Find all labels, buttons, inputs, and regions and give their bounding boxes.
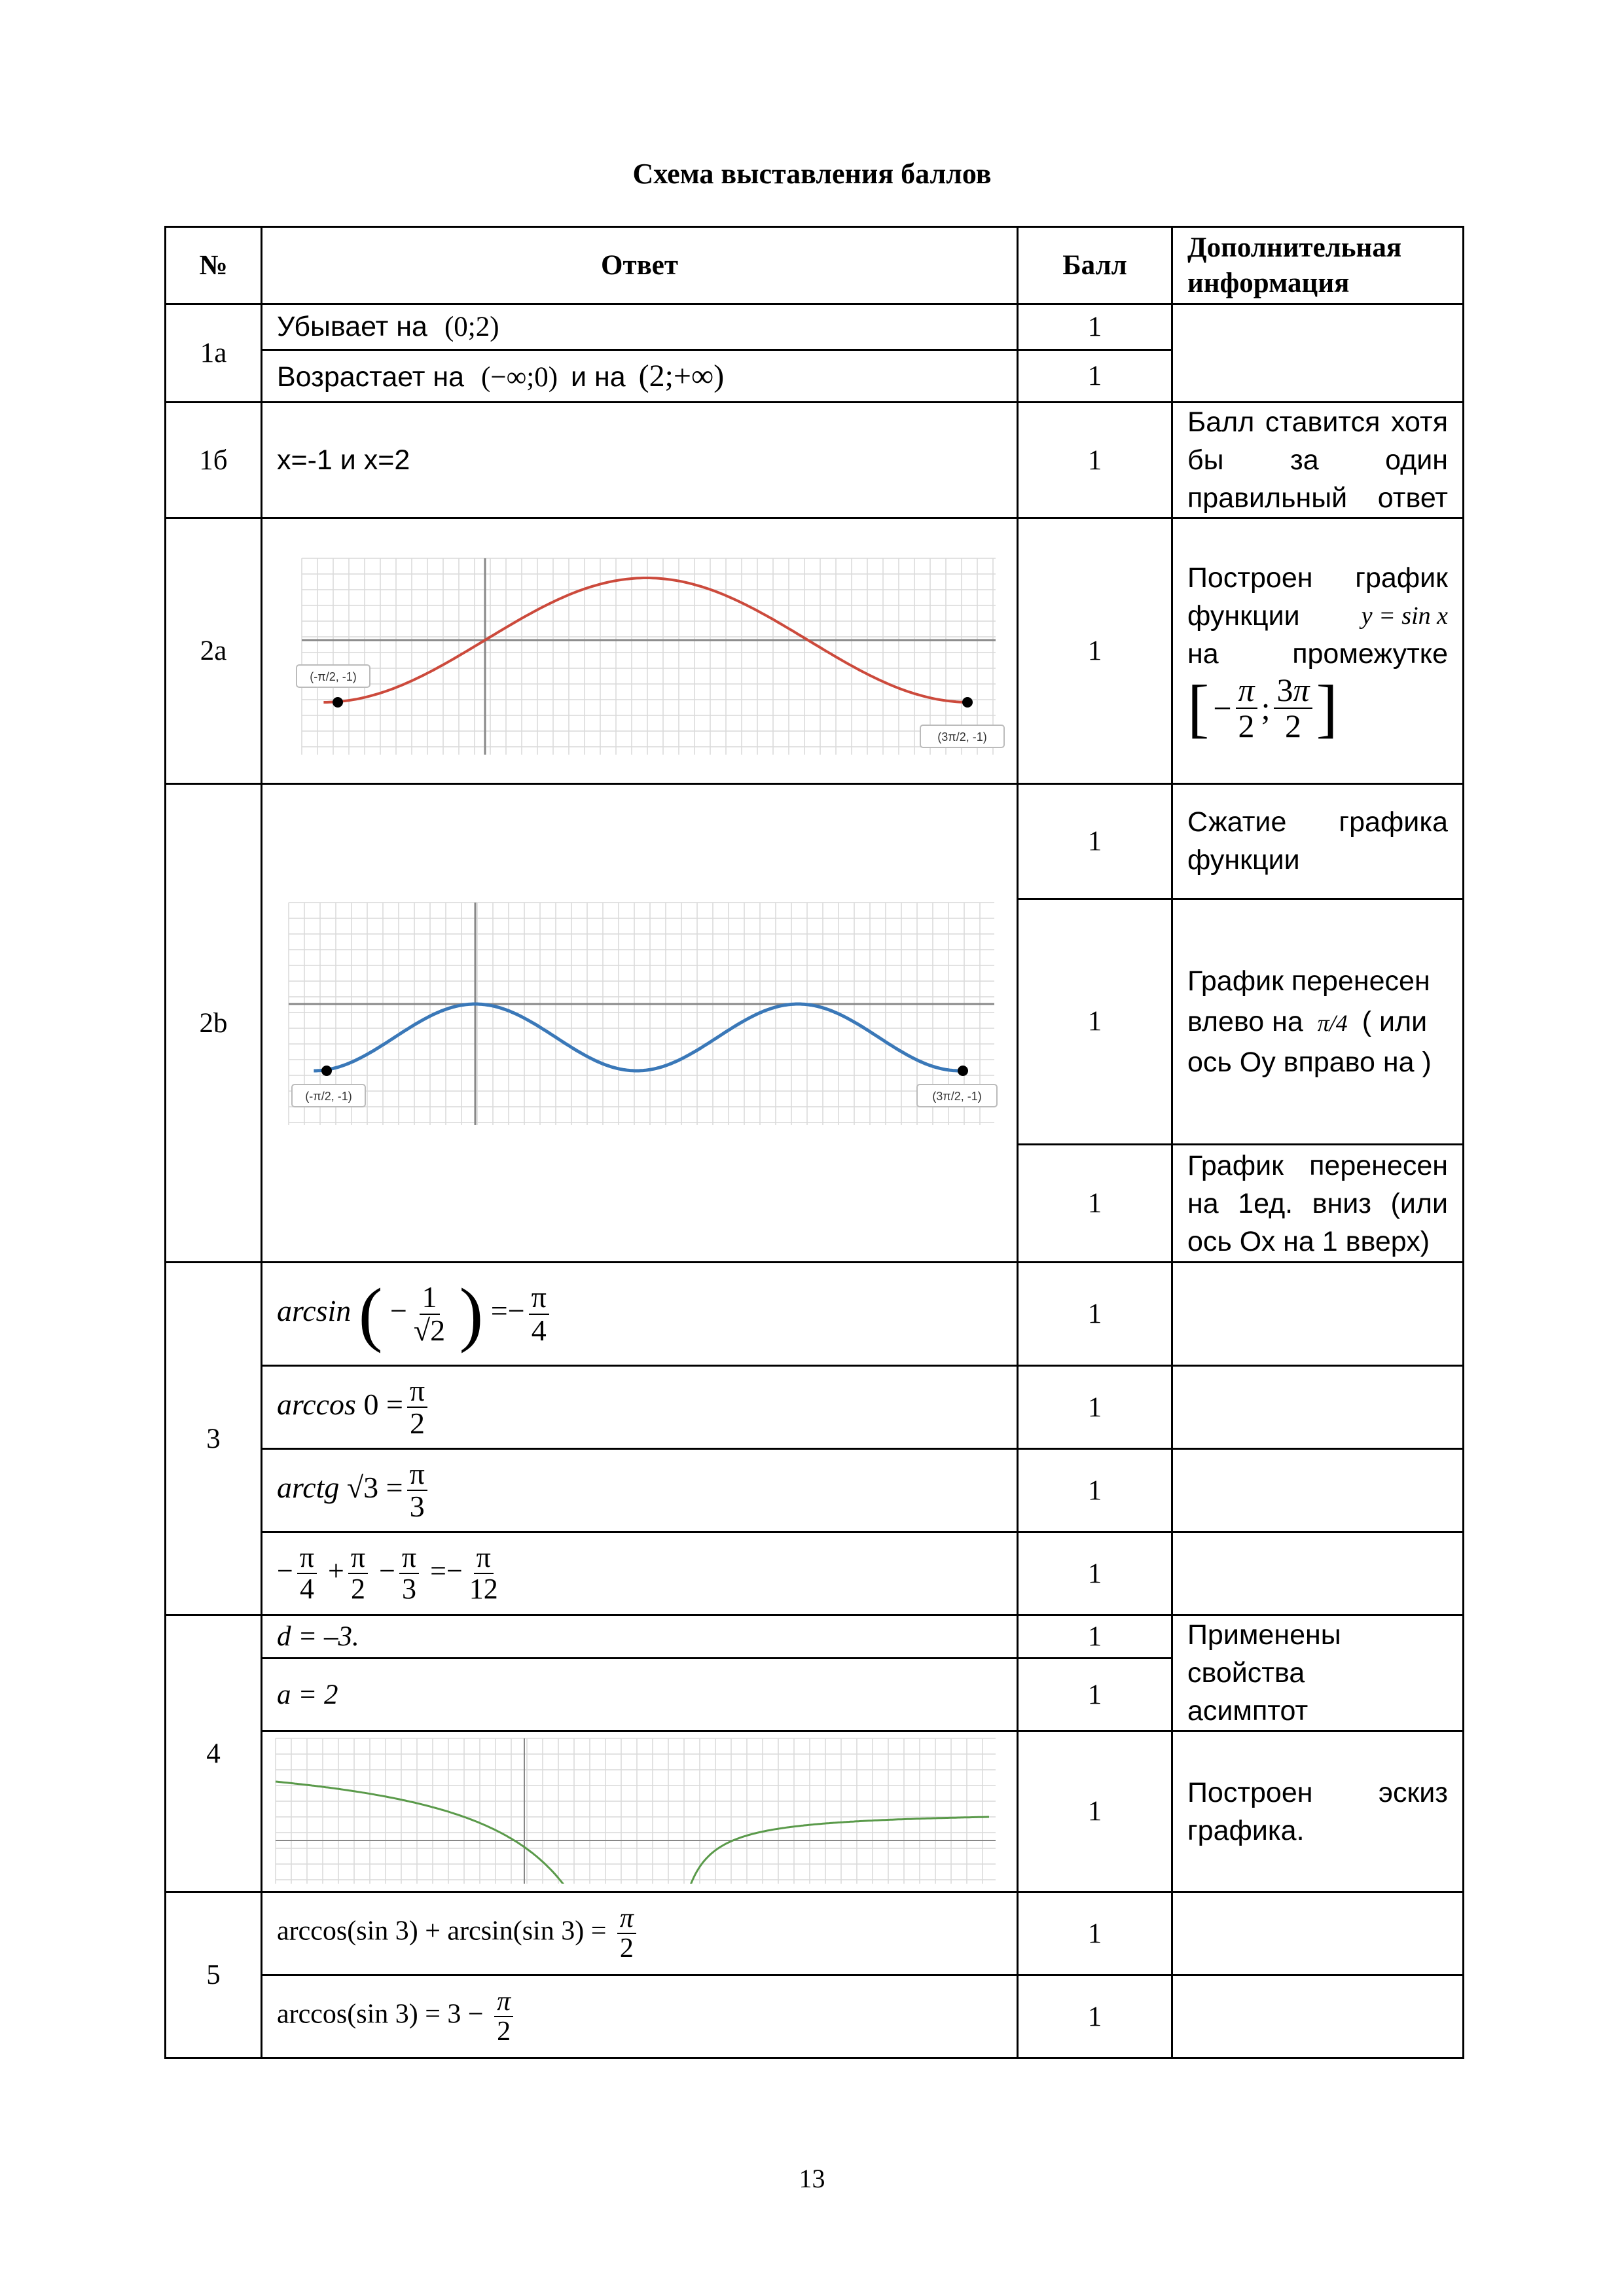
row-num-3: 3 bbox=[166, 1263, 262, 1615]
hyperbola-branch-right bbox=[681, 1817, 989, 1884]
fraction-num: π bbox=[494, 1987, 513, 2017]
graph-compressed-sin bbox=[262, 785, 1017, 1254]
ball-cell: 1 bbox=[1018, 899, 1172, 1145]
fraction bbox=[494, 1987, 513, 2046]
compressed-curve bbox=[314, 1004, 959, 1071]
fraction-num: π bbox=[617, 1904, 636, 1934]
math-expr: arccos(sin 3) = 3 − bbox=[277, 1999, 484, 2030]
interval-math: (2;+∞) bbox=[638, 359, 725, 393]
table-row bbox=[166, 518, 1464, 784]
endpoint-left bbox=[333, 697, 343, 708]
bracket: [ bbox=[1187, 671, 1210, 744]
table-row bbox=[166, 1449, 1464, 1532]
answer-1a-decreasing bbox=[262, 304, 1018, 350]
fraction bbox=[1315, 1011, 1350, 1036]
graph-cell-4 bbox=[262, 1731, 1018, 1892]
info-2a bbox=[1172, 518, 1464, 784]
ball-cell: 1 bbox=[1018, 1366, 1172, 1449]
page-title: Схема выставления баллов bbox=[632, 158, 992, 190]
ball-cell: 1 bbox=[1018, 403, 1172, 518]
info-text: Сжатие графика функции bbox=[1187, 806, 1448, 876]
math-func: arcsin bbox=[277, 1294, 352, 1328]
header-info: Дополнительная информация bbox=[1172, 227, 1464, 304]
table-row bbox=[166, 1892, 1464, 1975]
fraction bbox=[407, 1458, 427, 1523]
row-num-1a: 1a bbox=[166, 304, 262, 403]
interval-math: (0;2) bbox=[444, 312, 499, 342]
fraction bbox=[411, 1282, 448, 1346]
page-number: 13 bbox=[799, 2164, 825, 2193]
math-func: arccos bbox=[277, 1387, 356, 1421]
fraction-num: π bbox=[348, 1543, 368, 1574]
math-arg: √3 bbox=[346, 1470, 379, 1504]
scoring-table bbox=[164, 226, 1464, 2059]
ball-cell: 1 bbox=[1018, 304, 1172, 350]
info-text: ( или ось Оу вправо на bbox=[1187, 1005, 1428, 1078]
fraction-num: π bbox=[297, 1543, 317, 1574]
info-cell-empty bbox=[1172, 1975, 1464, 2058]
answer-text: Убывает на bbox=[277, 311, 427, 342]
fraction-den: 12 bbox=[469, 1573, 498, 1605]
row-num-4: 4 bbox=[166, 1615, 262, 1892]
fraction-den: 2 bbox=[619, 1933, 634, 1964]
fraction bbox=[467, 1543, 501, 1604]
info-cell-empty bbox=[1172, 1532, 1464, 1615]
info-cell-empty bbox=[1172, 304, 1464, 403]
fraction-den: 4 bbox=[531, 1313, 547, 1347]
fraction bbox=[348, 1543, 368, 1604]
fraction-num: 1 bbox=[420, 1282, 440, 1314]
header-ball: Балл bbox=[1018, 227, 1172, 304]
table-row bbox=[166, 1366, 1464, 1449]
ball-cell: 1 bbox=[1018, 1892, 1172, 1975]
math-expr: arccos(sin 3) + arcsin(sin 3) = bbox=[277, 1916, 607, 1946]
fraction-den: √2 bbox=[413, 1313, 446, 1347]
fraction-den: 2 bbox=[497, 2017, 511, 2047]
row-num-2b: 2b bbox=[166, 784, 262, 1263]
table-header-row bbox=[166, 227, 1464, 304]
ball-cell: 1 bbox=[1018, 1731, 1172, 1892]
table-row bbox=[166, 1263, 1464, 1366]
answer-3-1: arcsin ( − $\frac{1}{√2}$ ) =− $\frac{\pi}{4}$ bbox=[262, 1263, 1018, 1366]
table-row bbox=[166, 304, 1464, 350]
answer-4-1: d = –3. bbox=[262, 1615, 1018, 1659]
paren: ) bbox=[459, 1274, 484, 1354]
fraction-den: 3 bbox=[409, 1490, 425, 1523]
info-text: ) bbox=[1422, 1046, 1432, 1078]
fraction-num: π bbox=[407, 1375, 427, 1408]
graph-grid bbox=[289, 903, 994, 1125]
table-row bbox=[166, 1615, 1464, 1659]
graph-grid bbox=[302, 558, 996, 755]
ball-cell: 1 bbox=[1018, 1145, 1172, 1263]
paren: ( bbox=[358, 1274, 383, 1354]
answer-3-3: arctg √3 = $\frac{\pi}{3}$ bbox=[262, 1449, 1018, 1532]
ball-cell: 1 bbox=[1018, 1659, 1172, 1731]
info-4-b: Построен эскиз графика. bbox=[1172, 1731, 1464, 1892]
answer-1b: x=-1 и x=2 bbox=[262, 403, 1018, 518]
answer-text: Возрастает на bbox=[277, 361, 465, 393]
info-cell-empty bbox=[1172, 1263, 1464, 1366]
math-func: arctg bbox=[277, 1470, 340, 1504]
fraction bbox=[529, 1282, 549, 1346]
row-num-5: 5 bbox=[166, 1892, 262, 2058]
table-row bbox=[166, 403, 1464, 518]
graph-hyperbola bbox=[262, 1732, 1017, 1884]
fraction-den: 2 bbox=[350, 1573, 365, 1605]
info-2b-3: График перенесен на 1ед. вниз (или ось Ох на 1 вверх) bbox=[1172, 1145, 1464, 1263]
ball-cell: 1 bbox=[1018, 350, 1172, 403]
point-label-left: (-π/2, -1) bbox=[305, 1090, 352, 1103]
endpoint-right bbox=[958, 1066, 968, 1076]
info-cell-empty bbox=[1172, 1449, 1464, 1532]
table-row bbox=[166, 1731, 1464, 1892]
ball-cell: 1 bbox=[1018, 1532, 1172, 1615]
fraction: $\frac{3\pi}{2}$ bbox=[1274, 673, 1312, 743]
fraction bbox=[297, 1543, 317, 1604]
info-text: График перенесен влево на bbox=[1187, 965, 1430, 1037]
endpoint-left bbox=[321, 1066, 332, 1076]
fraction bbox=[399, 1543, 419, 1604]
info-2b-1 bbox=[1172, 784, 1464, 899]
table-row bbox=[166, 784, 1464, 899]
answer-3-2: arccos 0 = $\frac{\pi}{2}$ bbox=[262, 1366, 1018, 1449]
fraction-num: π bbox=[474, 1543, 494, 1574]
fraction-num: π bbox=[399, 1543, 419, 1574]
point-label-left: (-π/2, -1) bbox=[310, 670, 357, 683]
math-arg: 0 bbox=[363, 1387, 379, 1421]
info-cell-empty bbox=[1172, 1366, 1464, 1449]
endpoint-right bbox=[962, 697, 973, 708]
fraction-den: 2 bbox=[410, 1407, 425, 1440]
info-4-a: Применены свойства асимптот bbox=[1172, 1615, 1464, 1731]
header-answer: Ответ bbox=[262, 227, 1018, 304]
graph-grid bbox=[276, 1738, 996, 1884]
graph-cell-2a bbox=[262, 518, 1018, 784]
info-line: Построен график bbox=[1187, 562, 1448, 594]
point-label-right: (3π/2, -1) bbox=[937, 730, 987, 744]
info-line bbox=[1187, 597, 1448, 635]
info-2b-2 bbox=[1172, 899, 1464, 1145]
info-interval: [ − $\frac{\pi}{2}$ ; $\frac{3\pi}{2}$ ] bbox=[1187, 671, 1338, 744]
answer-4-2: a = 2 bbox=[262, 1659, 1018, 1731]
fraction-num: π bbox=[529, 1282, 549, 1314]
ball-cell: 1 bbox=[1018, 784, 1172, 899]
info-1b: Балл ставится хотя бы за один правильный ответ bbox=[1172, 403, 1464, 518]
info-cell-empty bbox=[1172, 1892, 1464, 1975]
fraction-den: 4 bbox=[299, 1573, 314, 1605]
answer-text: и на bbox=[570, 361, 626, 393]
point-label-right: (3π/2, -1) bbox=[932, 1090, 982, 1103]
fraction-num: π bbox=[407, 1458, 427, 1491]
fraction bbox=[407, 1375, 427, 1440]
table-row bbox=[166, 1532, 1464, 1615]
graph-sin bbox=[262, 519, 1017, 776]
ball-cell: 1 bbox=[1018, 1449, 1172, 1532]
graph-cell-2b bbox=[262, 784, 1018, 1263]
answer-1a-increasing bbox=[262, 350, 1018, 403]
answer-3-4: − $\frac{\pi}{4}$ + $\frac{\pi}{2}$ − $\frac{\pi}{3}$ =− $\frac{\pi}{12}$ bbox=[262, 1532, 1018, 1615]
info-text: функции bbox=[1187, 600, 1300, 632]
answer-5-2 bbox=[262, 1975, 1018, 2058]
ball-cell: 1 bbox=[1018, 1975, 1172, 2058]
header-num: № bbox=[166, 227, 262, 304]
table-row bbox=[166, 1975, 1464, 2058]
fraction-value: π/4 bbox=[1317, 1009, 1348, 1036]
row-num-1b: 1б bbox=[166, 403, 262, 518]
row-num-2a: 2a bbox=[166, 518, 262, 784]
ball-cell: 1 bbox=[1018, 1615, 1172, 1659]
info-func: y = sin x bbox=[1361, 602, 1448, 630]
answer-5-1 bbox=[262, 1892, 1018, 1975]
info-line: на промежутке bbox=[1187, 638, 1448, 670]
fraction: $\frac{\pi}{2}$ bbox=[1236, 673, 1257, 743]
bracket: ] bbox=[1316, 671, 1338, 744]
ball-cell: 1 bbox=[1018, 518, 1172, 784]
ball-cell: 1 bbox=[1018, 1263, 1172, 1366]
fraction bbox=[617, 1904, 636, 1963]
interval-math: (−∞;0) bbox=[481, 362, 558, 393]
fraction-den: 3 bbox=[402, 1573, 417, 1605]
